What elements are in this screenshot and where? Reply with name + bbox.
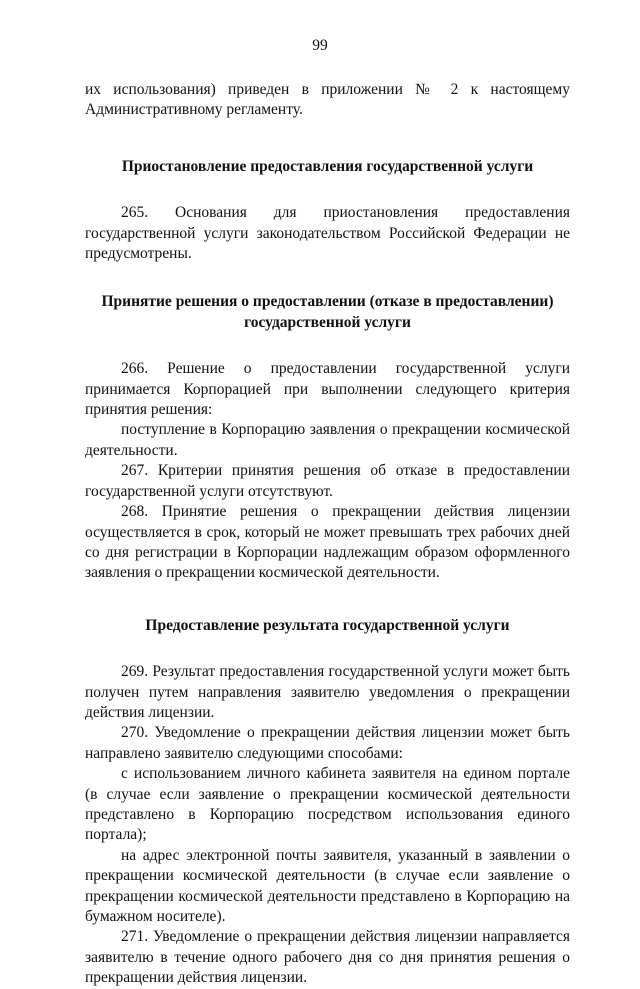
paragraph-266: 266. Решение о предоставлении государственной услуги принимается Корпорацией при выполнении следующего критерия принятия решения: bbox=[85, 360, 570, 419]
paragraph-269: 269. Результат предоставления государственной услуги может быть получен путем направления заявителю уведомления о прекращении действия лицензии. bbox=[85, 663, 570, 721]
paragraph-266-criterion: поступление в Корпорацию заявления о прекращении космической деятельности. bbox=[85, 421, 570, 459]
section-heading-decision: Принятие решения о предоставлении (отказе в предоставлении) государственной услуги bbox=[101, 293, 554, 331]
paragraph-265: 265. Основания для приостановления предоставления государственной услуги законодательством Российской Федерации не предусмотрены. bbox=[85, 204, 570, 263]
intro-paragraph: их использования) приведен в приложении № 2 к настоящему Административному регламенту. bbox=[85, 81, 570, 119]
page-number: 99 bbox=[312, 37, 328, 54]
section-heading-result: Предоставление результата государственной услуги bbox=[145, 616, 510, 634]
paragraph-270: 270. Уведомление о прекращении действия лицензии может быть направлено заявителю следующими способами: bbox=[85, 724, 570, 762]
paragraph-268: 268. Принятие решения о прекращении действия лицензии осуществляется в срок, который не может превышать трех рабочих дней со дня регистрации в Корпорации надлежащим образом оформленного заявления о прекращении космической деятельности. bbox=[85, 503, 570, 582]
paragraph-270-portal: с использованием личного кабинета заявителя на едином портале (в случае если заявление о прекращении космической деятельности представлено в Корпорацию посредством использования единого портала); bbox=[85, 765, 570, 844]
document-body bbox=[85, 80, 570, 989]
section-heading-suspension: Приостановление предоставления государственной услуги bbox=[121, 157, 534, 175]
paragraph-270-email: на адрес электронной почты заявителя, указанный в заявлении о прекращении космической деятельности (в случае если заявление о прекращении космической деятельности представлено в Корпорацию на бумажном носителе). bbox=[85, 846, 570, 925]
paragraph-271: 271. Уведомление о прекращении действия лицензии направляется заявителю в течение одного рабочего дня со дня принятия решения о прекращении действия лицензии. bbox=[85, 928, 570, 987]
paragraph-267: 267. Критерии принятия решения об отказе в предоставлении государственной услуги отсутствуют. bbox=[85, 462, 570, 500]
